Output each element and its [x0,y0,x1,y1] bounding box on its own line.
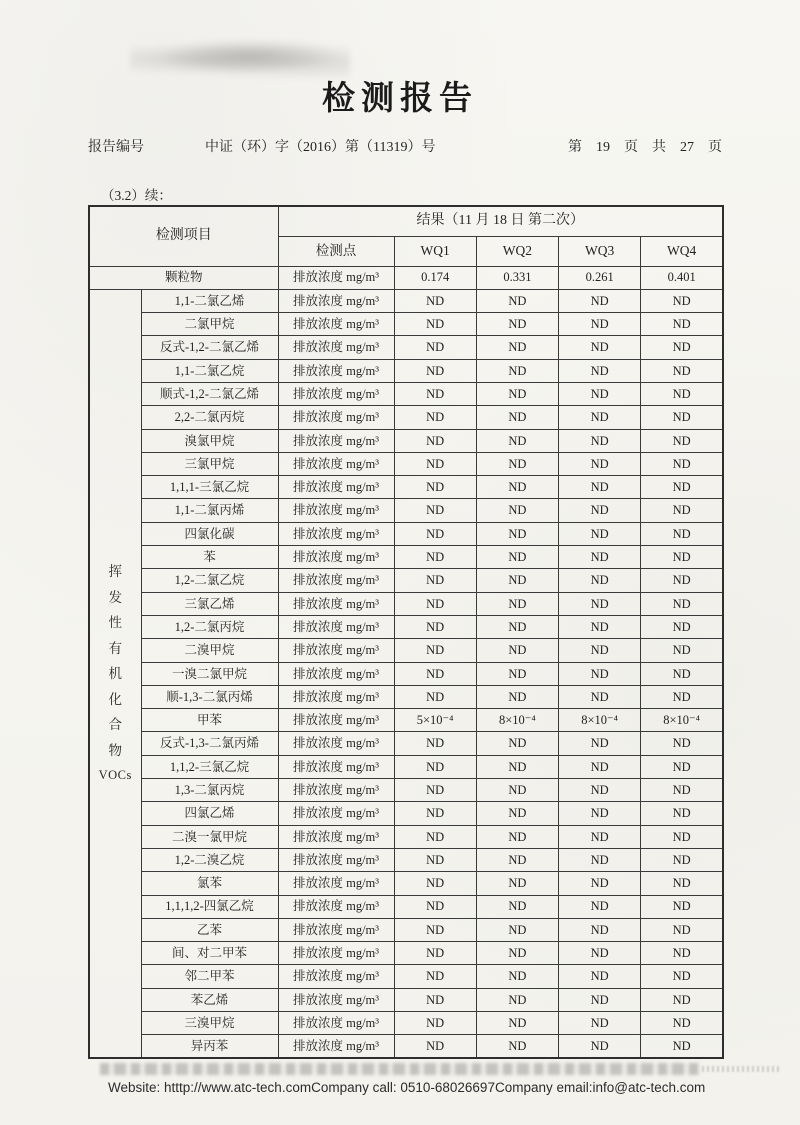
result-value: ND [559,289,641,312]
result-value: ND [476,942,558,965]
substance-name: 1,1-二氯乙烯 [141,289,278,312]
result-value: ND [394,452,476,475]
column-header-wq4: WQ4 [641,236,723,266]
voc-row [89,639,723,662]
result-value: ND [476,779,558,802]
result-value: ND [641,662,723,685]
column-header-wq1: WQ1 [394,236,476,266]
result-value: ND [641,988,723,1011]
voc-row [89,755,723,778]
result-value: ND [641,615,723,638]
result-value: ND [559,313,641,336]
substance-name: 1,1,1-三氯乙烷 [141,476,278,499]
measure-point: 排放浓度 mg/m³ [278,895,394,918]
voc-row [89,1012,723,1035]
result-value: ND [476,1012,558,1035]
result-value: ND [559,825,641,848]
measure-point: 排放浓度 mg/m³ [278,382,394,405]
result-value: ND [476,732,558,755]
measure-point: 排放浓度 mg/m³ [278,662,394,685]
result-value: ND [641,848,723,871]
result-value: ND [476,476,558,499]
result-value: 8×10⁻⁴ [641,709,723,732]
voc-row [89,592,723,615]
voc-row [89,313,723,336]
result-value: 8×10⁻⁴ [559,709,641,732]
result-value: ND [641,569,723,592]
results-table [88,205,724,1059]
substance-name: 四氯化碳 [141,522,278,545]
footer-faded-company-line [100,1063,700,1075]
measure-point: 排放浓度 mg/m³ [278,639,394,662]
table-body [89,266,723,1058]
result-value: ND [394,615,476,638]
voc-row [89,709,723,732]
result-value: ND [641,313,723,336]
result-value: ND [559,1012,641,1035]
result-value: ND [476,522,558,545]
result-value: ND [641,895,723,918]
measure-point: 排放浓度 mg/m³ [278,685,394,708]
measure-point: 排放浓度 mg/m³ [278,1012,394,1035]
result-value: ND [559,755,641,778]
result-value: ND [641,825,723,848]
result-value: ND [641,732,723,755]
voc-row [89,848,723,871]
result-value: ND [641,1035,723,1058]
substance-name: 苯 [141,546,278,569]
substance-name: 邻二甲苯 [141,965,278,988]
result-value: ND [641,872,723,895]
page-title: 检测报告 [322,81,478,117]
result-value: ND [476,499,558,522]
result-value: ND [641,406,723,429]
measure-point: 排放浓度 mg/m³ [278,1035,394,1058]
result-value: ND [559,848,641,871]
report-no-label: 报告编号 [88,140,144,155]
measure-point: 排放浓度 mg/m³ [278,755,394,778]
measure-point: 排放浓度 mg/m³ [278,336,394,359]
result-value: ND [394,522,476,545]
measure-point: 排放浓度 mg/m³ [278,942,394,965]
result-value: ND [641,918,723,941]
result-value: ND [476,802,558,825]
result-value: ND [394,313,476,336]
result-value: ND [394,382,476,405]
substance-name: 1,1-二氯丙烯 [141,499,278,522]
substance-name: 二溴一氯甲烷 [141,825,278,848]
result-value: ND [559,592,641,615]
measure-point: 排放浓度 mg/m³ [278,802,394,825]
result-value: ND [476,988,558,1011]
result-value: ND [394,685,476,708]
measure-point: 排放浓度 mg/m³ [278,872,394,895]
substance-name: 异丙苯 [141,1035,278,1058]
measure-point: 排放浓度 mg/m³ [278,965,394,988]
result-value: ND [559,546,641,569]
measure-point: 排放浓度 mg/m³ [278,825,394,848]
substance-name: 苯乙烯 [141,988,278,1011]
column-header-wq3: WQ3 [559,236,641,266]
result-value: ND [641,499,723,522]
measure-point: 排放浓度 mg/m³ [278,779,394,802]
measure-point: 排放浓度 mg/m³ [278,406,394,429]
result-value: ND [394,592,476,615]
measure-point: 排放浓度 mg/m³ [278,429,394,452]
result-value: ND [559,452,641,475]
measure-point: 排放浓度 mg/m³ [278,569,394,592]
voc-group-label: 挥 发 性 有 机 化 合 物 VOCs [89,289,141,1058]
result-value: ND [394,779,476,802]
measure-point: 排放浓度 mg/m³ [278,452,394,475]
substance-name: 氯苯 [141,872,278,895]
column-header-point: 检测点 [278,236,394,266]
result-value: ND [641,965,723,988]
result-value: ND [394,848,476,871]
result-value: ND [559,336,641,359]
substance-name: 1,3-二氯丙烷 [141,779,278,802]
result-value: ND [476,313,558,336]
result-value: ND [559,918,641,941]
result-value: ND [394,802,476,825]
voc-row [89,615,723,638]
header-row-1 [89,206,723,236]
result-value: ND [641,639,723,662]
substance-name: 间、对二甲苯 [141,942,278,965]
result-value: ND [559,1035,641,1058]
measure-point: 排放浓度 mg/m³ [278,289,394,312]
result-value: ND [394,965,476,988]
substance-name: 颗粒物 [89,266,278,289]
report-header-row [88,136,722,156]
result-value: ND [476,685,558,708]
voc-row [89,546,723,569]
measure-point: 排放浓度 mg/m³ [278,709,394,732]
result-value: ND [559,569,641,592]
result-value: 0.174 [394,266,476,289]
substance-name: 1,2-二氯丙烷 [141,615,278,638]
substance-name: 二氯甲烷 [141,313,278,336]
result-value: ND [476,639,558,662]
result-value: ND [559,732,641,755]
voc-row [89,569,723,592]
measure-point: 排放浓度 mg/m³ [278,313,394,336]
result-value: ND [394,988,476,1011]
result-value: ND [476,569,558,592]
result-value: 0.401 [641,266,723,289]
voc-row [89,289,723,312]
result-value: ND [394,359,476,382]
measure-point: 排放浓度 mg/m³ [278,988,394,1011]
result-value: ND [559,406,641,429]
substance-name: 1,1-二氯乙烷 [141,359,278,382]
substance-name: 四氯乙烯 [141,802,278,825]
result-value: ND [559,942,641,965]
result-value: ND [641,476,723,499]
result-value: ND [559,802,641,825]
measure-point: 排放浓度 mg/m³ [278,546,394,569]
result-value: ND [394,918,476,941]
result-value: ND [476,359,558,382]
voc-row [89,499,723,522]
column-header-result: 结果（11 月 18 日 第二次） [278,206,723,236]
substance-name: 2,2-二氯丙烷 [141,406,278,429]
result-value: ND [559,779,641,802]
result-value: ND [641,942,723,965]
report-no-value: 中证（环）字（2016）第（11319）号 [205,140,436,155]
page-indicator: 第 19 页 共 27 页 [568,140,722,155]
result-value: ND [559,895,641,918]
result-value: ND [394,569,476,592]
column-header-item: 检测项目 [89,206,278,266]
substance-name: 一溴二氯甲烷 [141,662,278,685]
voc-row [89,452,723,475]
measure-point: 排放浓度 mg/m³ [278,499,394,522]
voc-row [89,685,723,708]
measure-point: 排放浓度 mg/m³ [278,732,394,755]
result-value: ND [641,1012,723,1035]
result-value: ND [641,755,723,778]
result-value: ND [559,522,641,545]
result-value: ND [476,546,558,569]
result-value: ND [476,429,558,452]
result-value: ND [476,615,558,638]
voc-row [89,825,723,848]
voc-row [89,382,723,405]
result-value: ND [476,382,558,405]
footer-contact: Website: htttp://www.atc-tech.comCompany call: 0510-68026697Company email:info@atc-tech.com [108,1080,706,1095]
result-value: ND [641,289,723,312]
result-value: ND [641,359,723,382]
section-label: （3.2）续： [101,188,172,203]
result-value: ND [641,592,723,615]
result-value: ND [394,942,476,965]
result-value: ND [394,755,476,778]
result-value: 0.331 [476,266,558,289]
result-value: ND [559,965,641,988]
result-value: ND [641,429,723,452]
result-value: ND [394,662,476,685]
voc-row [89,872,723,895]
voc-row [89,359,723,382]
measure-point: 排放浓度 mg/m³ [278,522,394,545]
substance-name: 反式-1,3-二氯丙烯 [141,732,278,755]
result-value: ND [394,895,476,918]
result-value: ND [476,965,558,988]
result-value: ND [476,289,558,312]
result-value: 5×10⁻⁴ [394,709,476,732]
voc-row [89,988,723,1011]
substance-name: 三溴甲烷 [141,1012,278,1035]
measure-point: 排放浓度 mg/m³ [278,266,394,289]
voc-row [89,965,723,988]
voc-row [89,895,723,918]
result-value: ND [641,382,723,405]
voc-row [89,522,723,545]
result-value: ND [394,406,476,429]
footer-dotted-line [702,1066,782,1072]
result-value: ND [476,452,558,475]
result-value: ND [476,895,558,918]
result-value: ND [394,872,476,895]
particulate-row [89,266,723,289]
substance-name: 二溴甲烷 [141,639,278,662]
column-header-wq2: WQ2 [476,236,558,266]
result-value: ND [476,336,558,359]
substance-name: 三氯乙烯 [141,592,278,615]
substance-name: 甲苯 [141,709,278,732]
voc-row [89,779,723,802]
result-value: ND [394,429,476,452]
result-value: ND [559,662,641,685]
result-value: ND [641,546,723,569]
result-value: ND [476,592,558,615]
result-value: ND [476,848,558,871]
result-value: ND [559,639,641,662]
result-value: ND [394,639,476,662]
result-value: ND [394,1012,476,1035]
result-value: ND [559,359,641,382]
result-value: 8×10⁻⁴ [476,709,558,732]
result-value: ND [394,476,476,499]
result-value: ND [559,685,641,708]
measure-point: 排放浓度 mg/m³ [278,848,394,871]
voc-row [89,1035,723,1058]
voc-row [89,942,723,965]
substance-name: 顺式-1,2-二氯乙烯 [141,382,278,405]
measure-point: 排放浓度 mg/m³ [278,359,394,382]
measure-point: 排放浓度 mg/m³ [278,476,394,499]
result-value: ND [394,499,476,522]
voc-row [89,406,723,429]
result-value: ND [394,546,476,569]
measure-point: 排放浓度 mg/m³ [278,918,394,941]
voc-row [89,476,723,499]
result-value: ND [559,615,641,638]
substance-name: 顺-1,3-二氯丙烯 [141,685,278,708]
result-value: ND [559,382,641,405]
result-value: ND [641,336,723,359]
substance-name: 1,2-二氯乙烷 [141,569,278,592]
result-value: ND [641,522,723,545]
substance-name: 1,1,2-三氯乙烷 [141,755,278,778]
substance-name: 乙苯 [141,918,278,941]
result-value: ND [641,802,723,825]
result-value: ND [559,429,641,452]
voc-row [89,732,723,755]
result-value: ND [476,872,558,895]
result-value: ND [476,755,558,778]
result-value: ND [641,685,723,708]
result-value: ND [641,452,723,475]
measure-point: 排放浓度 mg/m³ [278,615,394,638]
result-value: 0.261 [559,266,641,289]
substance-name: 反式-1,2-二氯乙烯 [141,336,278,359]
substance-name: 三氯甲烷 [141,452,278,475]
result-value: ND [476,825,558,848]
result-value: ND [394,289,476,312]
substance-name: 溴氯甲烷 [141,429,278,452]
result-value: ND [476,406,558,429]
voc-row [89,336,723,359]
result-value: ND [641,779,723,802]
result-value: ND [394,825,476,848]
voc-row [89,918,723,941]
measure-point: 排放浓度 mg/m³ [278,592,394,615]
result-value: ND [394,732,476,755]
result-value: ND [476,1035,558,1058]
voc-row [89,662,723,685]
result-value: ND [394,1035,476,1058]
voc-row [89,429,723,452]
result-value: ND [559,872,641,895]
result-value: ND [559,988,641,1011]
result-value: ND [559,499,641,522]
result-value: ND [476,918,558,941]
result-value: ND [394,336,476,359]
substance-name: 1,2-二溴乙烷 [141,848,278,871]
voc-row [89,802,723,825]
substance-name: 1,1,1,2-四氯乙烷 [141,895,278,918]
result-value: ND [476,662,558,685]
result-value: ND [559,476,641,499]
